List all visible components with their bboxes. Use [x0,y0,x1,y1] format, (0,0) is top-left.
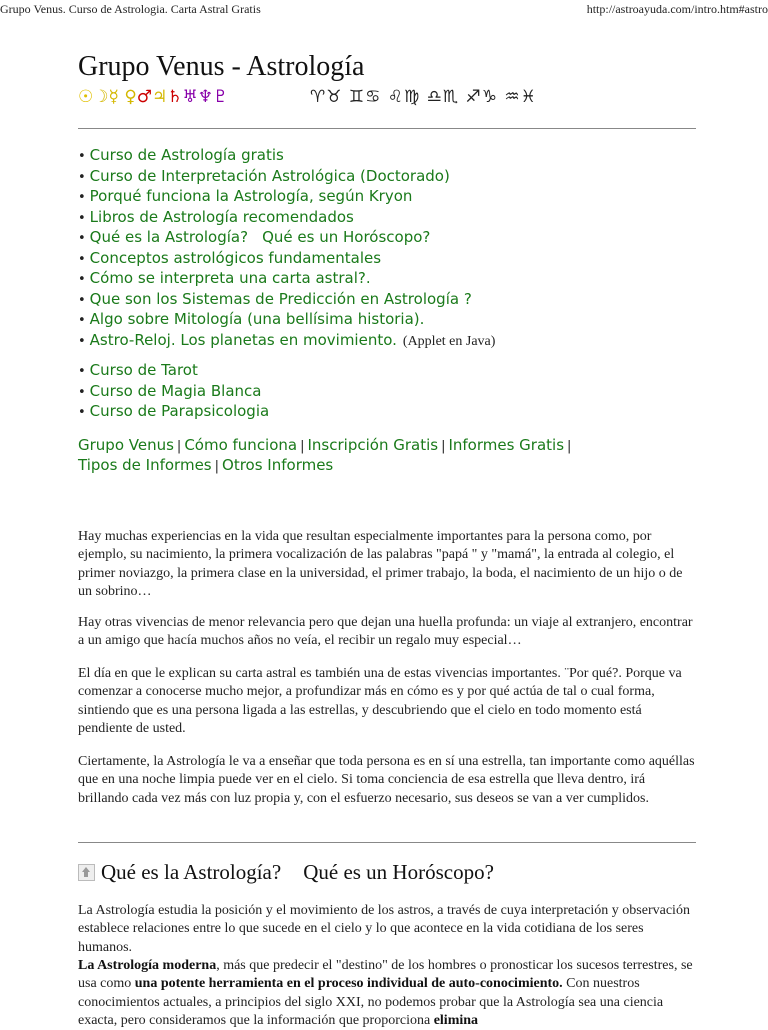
arrow-up-icon[interactable] [78,864,95,881]
heading-que-es-horoscopo: Qué es un Horóscopo? [303,860,494,884]
saturn-icon: ♄ [167,87,183,107]
list-item: • Curso de Astrología gratis [78,146,284,164]
nav-otros-informes[interactable]: Otros Informes [222,456,334,474]
list-item: • Que son los Sistemas de Predicción en Astrología ? [78,289,472,308]
list-item: • Astro-Reloj. Los planetas en movimiento. (Applet en Java) [78,330,496,349]
nav-separator: | [214,459,220,474]
divider [78,128,696,129]
list-item: • Curso de Magia Blanca [78,381,262,400]
nav-inscripcion[interactable]: Inscripción Gratis [307,436,439,454]
link-conceptos[interactable]: Conceptos astrológicos fundamentales [89,248,382,267]
list-item: • Qué es la Astrología? Qué es un Horóscopo? [78,228,431,246]
section-paragraph-1: La Astrología estudia la posición y el movimiento de los astros, a través de cuya interpretación y observación establece relaciones entre lo que sucede en el cielo y lo que acontece en la vida cotidiana de los seres humanos. [78,903,690,955]
astrology-menu [78,146,495,351]
list-item: • Porqué funciona la Astrología, según Kryon [78,187,413,205]
sun-icon: ☉ [78,87,94,107]
jupiter-icon: ♃ [152,87,168,107]
list-item: • Curso de Interpretación Astrológica (Doctorado) [78,166,450,185]
link-sistemas-prediccion[interactable]: Que son los Sistemas de Predicción en Astrología ? [89,289,472,308]
venus-icon: ♀ [124,87,137,107]
applet-note: (Applet en Java) [402,333,496,349]
divider [78,842,696,843]
link-astro-reloj[interactable]: Astro-Reloj. Los planetas en movimiento. [89,330,397,349]
body-text: , más que predecir el "destino" de los hombres o pronosticar los sucesos terrestres, se usa como [78,958,693,992]
pluto-icon: ♇ [213,87,229,107]
planet-symbols [78,87,228,107]
print-url: http://astroayuda.com/intro.htm#astro [586,2,768,16]
link-que-es-horoscopo[interactable]: Qué es un Horóscopo? [262,228,431,246]
link-que-es-astrologia[interactable]: Qué es la Astrología? [89,228,249,246]
body-text: Con nuestros conocimientos actuales, a principios del siglo XXI, no podemos probar que la Astrología sea una ciencia exacta, pero consideramos que la información que proporciona [78,976,664,1028]
uranus-icon: ♅ [182,87,198,107]
neptune-icon: ♆ [197,87,214,107]
list-item: • Conceptos astrológicos fundamentales [78,248,382,267]
link-magia-blanca[interactable]: Curso de Magia Blanca [89,381,262,400]
nav-separator: | [441,439,446,454]
nav-informes-gratis[interactable]: Informes Gratis [448,436,565,454]
zodiac-symbols: ♈♉ ♊♋ ♌♍ ♎♏ ♐♑ ♒♓ [310,87,537,107]
list-item: • Curso de Tarot [78,361,198,379]
nav-separator: | [300,439,305,454]
link-mitologia[interactable]: Algo sobre Mitología (una bellísima historia). [89,310,425,328]
list-item: • Curso de Parapsicologia [78,402,270,420]
link-curso-interpretacion[interactable]: Curso de Interpretación Astrológica (Doctorado) [89,166,450,185]
link-tarot[interactable]: Curso de Tarot [89,361,198,379]
nav-links [78,436,696,476]
section-paragraph-2 [78,957,698,1030]
intro-paragraph-1: Hay muchas experiencias en la vida que resultan especialmente importantes para la persona como, por ejemplo, su nacimiento, la primera vocalización de las palabras "papá " y "mamá", la entrada al colegio, el primer noviazgo, la primera clase en la universidad, el primer trabajo, la boda, el nacimiento de un hijo o de un sobrino… [78,529,683,599]
mercury-icon: ☿ [108,87,119,107]
link-kryon[interactable]: Porqué funciona la Astrología, según Kryon [89,187,413,205]
nav-grupo-venus[interactable]: Grupo Venus [78,436,174,454]
moon-icon: ☽ [93,87,109,107]
nav-separator: | [176,439,182,454]
site-title: Grupo Venus - Astrología [78,51,365,82]
intro-paragraph-2: Hay otras vivencias de menor relevancia pero que dejan una huella profunda: un viaje al extranjero, encontrar a un amigo que hacía muchos años no veía, el recibir un regalo muy especial… [78,615,693,649]
section-heading [78,860,494,885]
bold-text: La Astrología moderna [78,958,217,973]
bold-text: elimina [433,1012,479,1028]
bold-text: una potente herramienta en el proceso individual de auto-conocimiento. [134,976,563,992]
link-carta-astral[interactable]: Cómo se interpreta una carta astral?. [89,269,371,287]
intro-paragraph-4: Ciertamente, la Astrología le va a enseñar que toda persona es en sí una estrella, tan importante como aquéllas que en una noche limpia puede ver en el cielo. Si toma conciencia de esa estrella que lleva dentro, irá brillando cada vez más con luz propia y, con el esfuerzo necesario, sus deseos se van a ver cumplidos. [78,754,695,806]
link-parapsicologia[interactable]: Curso de Parapsicologia [89,402,270,420]
main-content [78,48,696,1028]
heading-que-es-astrologia: Qué es la Astrología? [101,860,282,884]
nav-como-funciona[interactable]: Cómo funciona [184,436,298,454]
list-item: • Cómo se interpreta una carta astral?. [78,269,371,287]
astro-symbols-row [78,86,696,110]
link-curso-astrologia[interactable]: Curso de Astrología gratis [89,146,284,164]
print-page-title: Grupo Venus. Curso de Astrologia. Carta Astral Gratis [0,2,261,16]
list-item: • Algo sobre Mitología (una bellísima historia). [78,310,425,328]
link-libros[interactable]: Libros de Astrología recomendados [89,207,354,226]
nav-tipos-informes[interactable]: Tipos de Informes [78,456,212,474]
list-item: • Libros de Astrología recomendados [78,207,354,226]
intro-paragraph-3: El día en que le explican su carta astral es también una de estas vivencias importantes. ¨Por qué?. Porque va comenzar a conocerse mucho mejor, a profundizar más en cómo es y por qué actúa de tal o cual forma, sintiendo que es una persona ligada a las estrellas, y descubriendo que el cielo en todo momento está pendiente de usted. [78,666,682,736]
other-courses-menu [78,361,269,423]
nav-separator: | [567,439,572,454]
mars-icon: ♂ [136,87,153,107]
print-header [0,0,768,18]
